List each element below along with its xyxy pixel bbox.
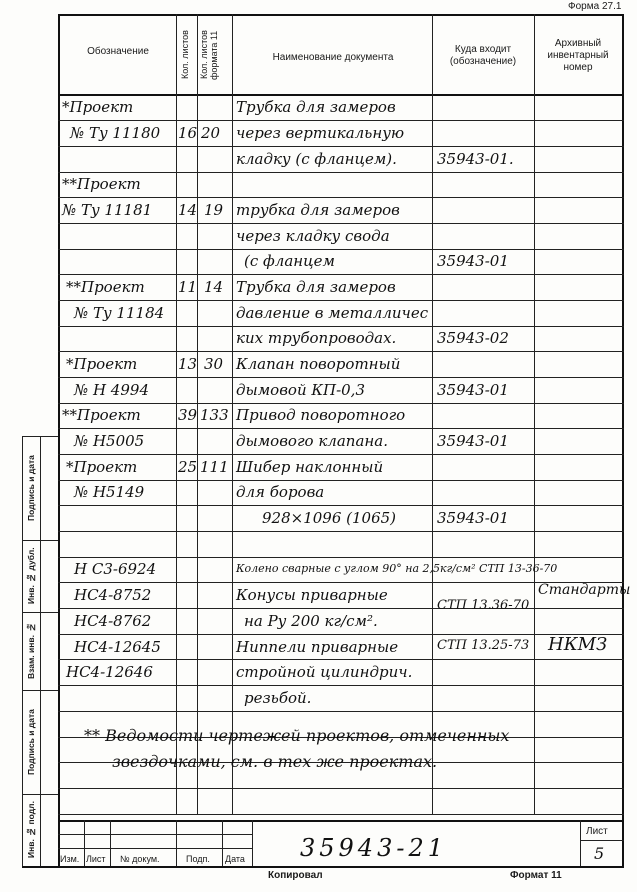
row-line (58, 454, 624, 455)
row-line (58, 197, 624, 198)
row-line (58, 120, 624, 121)
side-divider (22, 612, 58, 613)
col-line-5 (534, 14, 535, 814)
stamp-sheet-label: Лист (586, 826, 608, 837)
row-11-sheets: 13 (178, 355, 198, 373)
footnote-line-1: ** Ведомости чертежей проектов, отмеченных (84, 726, 510, 745)
row-line (58, 403, 624, 404)
stamp-doc-no: № докум. (120, 854, 160, 864)
frame-left (58, 14, 60, 866)
row-line (58, 480, 624, 481)
row-line (58, 814, 624, 815)
row-line (58, 788, 624, 789)
side-inv-dubl: Инв. № дубл. (26, 547, 36, 605)
row-5-sheets: 14 (178, 201, 198, 219)
row-line (58, 146, 624, 147)
row-6-name: через кладку свода (236, 227, 390, 245)
header-bottom (58, 94, 624, 96)
row-1-designation: *Проект (62, 98, 134, 116)
form-label: Форма 27.1 (568, 1, 622, 12)
stamp-col (84, 820, 85, 866)
row-line (58, 300, 624, 301)
row-line (58, 659, 624, 660)
archive-nkmz: НКМЗ (548, 634, 608, 655)
row-8-sheets: 11 (178, 278, 198, 296)
row-11-name: Клапан поворотный (236, 355, 401, 373)
row-9-name: давление в металличес (236, 304, 429, 322)
side-inv-podl: Инв. № подл. (26, 801, 36, 859)
header-sheet-count-f11: Кол. листов формата 11 (199, 30, 219, 80)
row-line (58, 274, 624, 275)
frame-bottom (22, 866, 624, 868)
header-destination: Куда входит (обозначение) (449, 44, 517, 67)
side-podpis-data-1: Подпись и дата (26, 455, 36, 521)
stamp-list: Лист (86, 854, 106, 864)
side-divider (22, 540, 58, 541)
row-line (58, 377, 624, 378)
side-podpis-data-2: Подпись и дата (26, 709, 36, 775)
row-3-name: кладку (с фланцем). (236, 150, 397, 168)
stamp-sheet-divider (580, 840, 624, 841)
row-8-sheets-f11: 14 (204, 278, 224, 296)
row-15-name: Шибер наклонный (236, 458, 384, 476)
col-line-3 (232, 14, 233, 814)
footer-copied: Копировал (268, 870, 323, 881)
row-line (58, 711, 624, 712)
header-designation: Обозначение (87, 46, 149, 57)
col-line-1 (176, 14, 177, 814)
stamp-data: Дата (225, 854, 245, 864)
row-7-name: (с фланцем (244, 252, 335, 270)
stamp-top (58, 820, 624, 822)
row-14-designation: № Н5005 (74, 432, 145, 450)
row-16-designation: № Н5149 (74, 483, 145, 501)
row-21-dest: СТП 13.36-70 (437, 598, 530, 613)
row-23-designation: НС4-12646 (66, 663, 153, 681)
row-line (58, 326, 624, 327)
stamp-col (252, 820, 253, 866)
side-divider (22, 794, 58, 795)
row-1-name: Трубка для замеров (236, 98, 396, 116)
header-sheet-count: Кол. листов (180, 30, 190, 80)
stamp-izm: Изм. (60, 854, 80, 864)
frame-top (58, 14, 624, 16)
row-10-dest: 35943-02 (437, 329, 509, 347)
archive-standard: Стандарты (538, 582, 631, 598)
row-16-name: для борова (236, 483, 325, 501)
row-line (58, 172, 624, 173)
row-line (58, 531, 624, 532)
row-21-designation: НС4-8762 (74, 612, 152, 630)
row-11-sheets-f11: 30 (204, 355, 224, 373)
row-5-designation: № Ту 11181 (62, 201, 153, 219)
row-line (58, 634, 624, 635)
row-17-name: 928×1096 (1065) (262, 509, 397, 527)
row-15-designation: *Проект (66, 458, 138, 476)
row-14-dest: 35943-01 (437, 432, 509, 450)
row-5-sheets-f11: 19 (204, 201, 224, 219)
row-line (58, 557, 624, 558)
side-divider (22, 690, 58, 691)
stamp-doc-number: 35943-21 (300, 834, 447, 862)
row-line (58, 428, 624, 429)
row-13-designation: **Проект (62, 406, 141, 424)
row-8-name: Трубка для замеров (236, 278, 396, 296)
stamp-podp: Подп. (186, 854, 210, 864)
stamp-col (176, 820, 177, 866)
col-line-2 (197, 14, 198, 814)
row-9-designation: № Ту 11184 (74, 304, 165, 322)
footer-format: Формат 11 (510, 870, 562, 881)
footnote-line-2: звездочками, см. в тех же проектах. (112, 752, 438, 771)
row-14-name: дымового клапана. (236, 432, 388, 450)
row-line (58, 223, 624, 224)
stamp-col (222, 820, 223, 866)
row-13-name: Привод поворотного (236, 406, 406, 424)
row-5-name: трубка для замеров (236, 201, 400, 219)
side-strip-mid (40, 436, 41, 866)
row-7-dest: 35943-01 (437, 252, 509, 270)
header-doc-name: Наименование документа (272, 52, 394, 63)
row-22-dest: СТП 13.25-73 (437, 638, 530, 653)
row-2-sheets: 16 (178, 124, 198, 142)
row-15-sheets: 25 (178, 458, 198, 476)
col-line-4 (432, 14, 433, 814)
row-19-designation: Н С3-6924 (74, 560, 157, 578)
row-20-designation: НС4-8752 (74, 586, 152, 604)
row-22-name: Ниппели приварные (236, 638, 399, 656)
row-8-designation: **Проект (66, 278, 145, 296)
row-line (58, 249, 624, 250)
frame-right (622, 14, 624, 866)
side-divider (22, 436, 58, 437)
row-13-sheets: 39 (178, 406, 198, 424)
row-24-name: резьбой. (244, 689, 312, 707)
row-20-name: Конусы приварные (236, 586, 388, 604)
row-line (58, 685, 624, 686)
row-11-designation: *Проект (66, 355, 138, 373)
row-22-designation: НС4-12645 (74, 638, 161, 656)
row-12-designation: № Н 4994 (74, 381, 149, 399)
row-10-name: ких трубопроводах. (236, 329, 397, 347)
row-21-name: на Ру 200 кг/см². (244, 612, 378, 630)
row-13-sheets-f11: 133 (200, 406, 229, 424)
row-4-designation: **Проект (62, 175, 141, 193)
row-line (58, 351, 624, 352)
side-strip-left (22, 436, 23, 866)
stamp-col (580, 820, 581, 866)
row-17-dest: 35943-01 (437, 509, 509, 527)
header-archive: Архивный инвентарный номер (547, 38, 609, 73)
row-15-sheets-f11: 111 (200, 458, 229, 476)
row-3-dest: 35943-01. (437, 150, 514, 168)
row-23-name: стройной цилиндрич. (236, 663, 413, 681)
row-12-dest: 35943-01 (437, 381, 509, 399)
row-2-sheets-f11: 20 (201, 124, 221, 142)
row-19-name: Колено сварные с углом 90° на 2,5кг/см² СТП 13-36-70 (236, 562, 558, 575)
row-2-name: через вертикальную (236, 124, 405, 142)
side-vzam-inv: Взам. инв. № (26, 622, 36, 680)
row-2-designation: № Ту 11180 (70, 124, 161, 142)
row-line (58, 608, 624, 609)
row-12-name: дымовой КП-0,3 (236, 381, 365, 399)
stamp-col (110, 820, 111, 866)
stamp-sheet-number: 5 (594, 844, 605, 863)
row-line (58, 505, 624, 506)
